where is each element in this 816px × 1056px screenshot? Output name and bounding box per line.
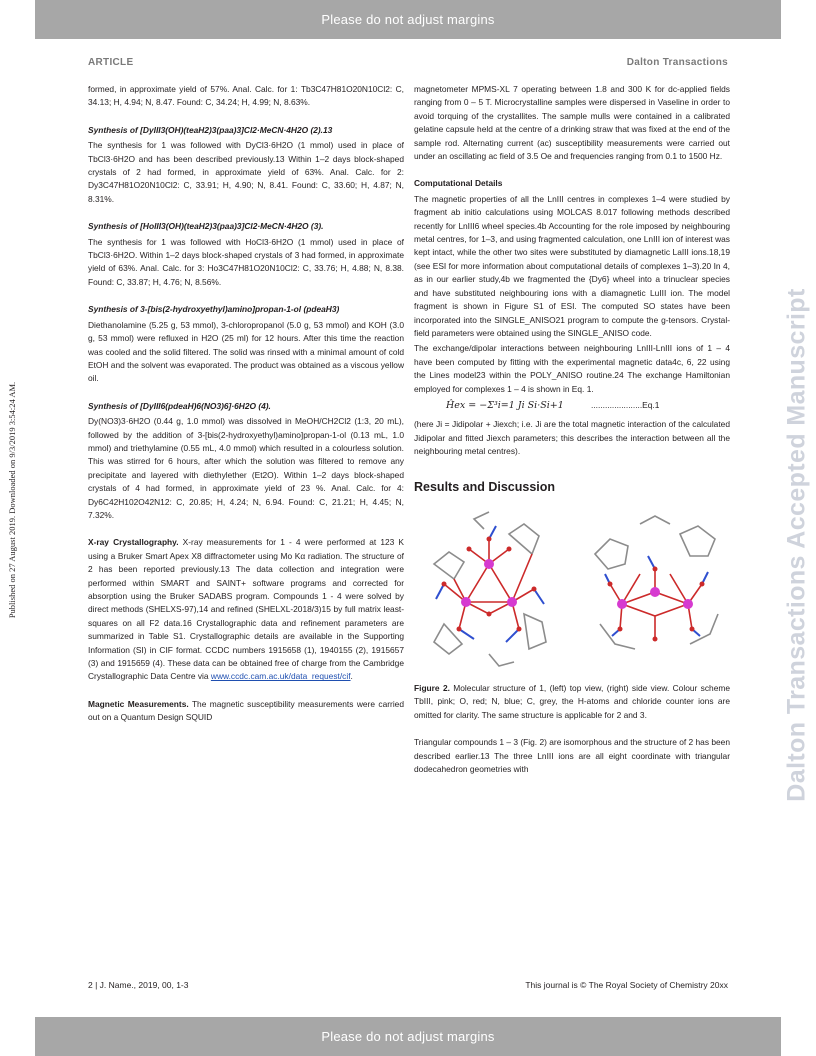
ccdc-link[interactable]: www.ccdc.cam.ac.uk/data_request/cif (210, 671, 351, 682)
left-column (88, 83, 404, 727)
accepted-manuscript-watermark (772, 220, 816, 870)
footer-copyright: This journal is © The Royal Society of Chemistry 20xx (525, 980, 728, 990)
figure-2-caption (414, 682, 730, 722)
figure-caption-text: Molecular structure of 1, (left) top view, (right) side view. Colour scheme TbIII, pink; O, red; N, blue; C, grey, the H-atoms and chloride counter ions are omitted for clarity. The same structure is applicable for 2 and 3. (414, 682, 730, 720)
heading-synthesis-pdeah3: Synthesis of 3-[bis(2-hydroxyethyl)amino]propan-1-ol (pdeaH3) (88, 304, 340, 315)
molecule-top-view (414, 504, 564, 674)
heading-computational: Computational Details (414, 178, 503, 189)
equation-1 (414, 399, 730, 412)
paragraph-results-1: Triangular compounds 1 – 3 (Fig. 2) are isomorphous and the structure of 2 has been described earlier.13 The three LnIII ions are all eight coordinate with triangular dodecahedron geometries with (414, 737, 730, 774)
publication-side-note (7, 300, 17, 700)
publication-note-text: Published on 27 August 2019. Downloaded on 9/3/2019 3:54:24 AM. (7, 381, 17, 619)
figure-caption-label: Figure 2. (414, 682, 450, 693)
paragraph-yield-1: formed, in approximate yield of 57%. Anal. Calc. for 1: Tb3C47H81O20N10Cl2: C, 34.13; H, 4.94; N, 8.47. Found: C, 34.24; H, 4.99; N, 8.63%. (88, 84, 404, 108)
article-label: ARTICLE (88, 57, 134, 68)
molecule-side-view (580, 504, 730, 674)
paragraph-synthesis-3: The synthesis for 1 was followed with HoCl3·6H2O (1 mmol) used in place of TbCl3·6H2O. Within 1–2 days block-shaped crystals of 3 had formed, in approximate yield of 63%. Anal. Calc. for 3: Ho3C47H81O20N10Cl2: C, 33.76; H, 4.88; N, 8.38. Found: C, 33.87; H, 4.76; N, 8.56%. (88, 236, 404, 287)
paragraph-synthesis-4: Dy(NO3)3·6H2O (0.44 g, 1.0 mmol) was dissolved in MeOH/CH2Cl2 (1:3, 20 mL), followed by the addition of 3-[bis(2-hydroxyethyl)amino]propan-1-ol (0.13 mL, 1.0 mmol) and triethylamine (0.55 mL, 4.0 mmol) which resulted in a colourless solution. This was stirred for 6 hours, after which the solution was filtered to remove any precipitate and layered with diethylether (Et2O). Within 1–2 days block-shaped crystals of 4 had formed, in approximate yield of 23 %. Anal. Calc. for 4: Dy6C42H102O42N12: C, 20.85; H, 4.24; N, 6.94. Found: C, 21.21; H, 4.45; N, 7.32%. (88, 416, 404, 520)
xray-text: X-ray measurements for 1 - 4 were performed at 123 K using a Bruker Smart Apex X8 diffractometer using Mo Kα radiation. The structure of 2 has been reported previously.13 The data collection and integration were performed within SMART and SAINT+ software programs and corrected for absorption using the Bruker SADABS program. Compounds 1 - 4 were solved by direct methods (SHELXS-97),14 and refined (SHELXL-2018/3)15 by full matrix least-squares on all F2 data.16 Crystallographic data and refinement parameters are summarized in Table S1. Crystallographic details are available in the Supporting Information (SI) in CIF format. CCDC numbers 1915658 (1), 1940155 (2), 1915657 (3) and 1915659 (4). These data can be obtained free of charge from the Cambridge Crystallographic Data Centre via (88, 537, 404, 682)
paragraph-magnetometer: magnetometer MPMS-XL 7 operating between 1.8 and 300 K for dc-applied fields ranging from 0 – 5 T. Microcrystalline samples were dispersed in Vaseline in order to avoid torquing of the crystallites. The sample mulls were contained in a calibrated gelatine capsule held at the centre of a drinking straw that was fixed at the end of the sample rod. Alternating current (ac) susceptibility measurements were carried out under an oscillating ac field of 3.5 Oe and frequencies ranging from 0.1 to 1500 Hz. (414, 84, 730, 162)
bottom-margin-banner: Please do not adjust margins (35, 1017, 781, 1056)
right-column (414, 83, 730, 778)
top-margin-banner: Please do not adjust margins (35, 0, 781, 39)
page-footer (88, 980, 728, 990)
equation-text: Ĥex = −Σ³i=1 Ji Si·Si+1 (446, 399, 564, 411)
paragraph-computational-1: The magnetic properties of all the LnIII centres in complexes 1–4 were studied by fragment ab initio calculations using MOLCAS 8.017 following methods described recently for LnIII6 wheel species.4b Accounting for the role imposed by neighbouring metal centres, for 1–3, and using fragmented calculation, one LnIII ion of interest was kept intact, while the other two sites were substituted by diamagnetic LaIII ions.18,19 (see ESI for more information about computational details of complexes 1–3).20 In 4, as in our earlier study,4b we fragmented the {Dy6} wheel into a trinuclear species and have substituted neighbouring ions with a diamagnetic LuIII ion. The model fragment is shown in Figure S1 of ESI. The computed SO states have been incorporated into the SINGLE_ANISO21 program to compute the g-tensors. Crystal-field parameters were obtained using the SINGLE_ANISO code. (414, 193, 730, 338)
footer-citation: 2 | J. Name., 2019, 00, 1-3 (88, 980, 189, 990)
paragraph-magnetic (88, 698, 404, 725)
running-header (88, 57, 728, 68)
figure-2 (414, 504, 730, 674)
watermark-text: Dalton Transactions Accepted Manuscript (782, 288, 811, 802)
paragraph-xray (88, 536, 404, 683)
xray-lead: X-ray Crystallography. (88, 537, 179, 548)
heading-synthesis-3: Synthesis of [HoIII3(OH)(teaH2)3(paa)3]Cl2·MeCN·4H2O (3). (88, 221, 324, 232)
paragraph-computational-3: (here Ji = Jidipolar + Jiexch; i.e. Ji are the total magnetic interaction of the calculated Jidipolar and fitted Jiexch parameters; this describes the interaction between all the neighbouring metal centres). (414, 419, 730, 457)
journal-name: Dalton Transactions (626, 57, 728, 68)
magnetic-text: The magnetic susceptibility measurements were carried out on a Quantum Design SQUID (88, 698, 404, 723)
equation-label: ......................Eq.1 (590, 399, 660, 410)
xray-tail: . (350, 671, 353, 682)
paragraph-synthesis-2: The synthesis for 1 was followed with DyCl3·6H2O (1 mmol) used in place of TbCl3·6H2O and has been described previously.13 Within 1–2 days block-shaped crystals of 2 had formed, in approximate yield of 63%. Anal. Calc. for 2: Dy3C47H81O20N10Cl2: C, 33.91; H, 4.90; N, 8.41. Found: C, 33.60; H, 4.87; N, 8.31%. (88, 140, 404, 204)
magnetic-lead: Magnetic Measurements. (88, 698, 189, 709)
heading-results: Results and Discussion (414, 479, 556, 494)
heading-synthesis-4: Synthesis of [DyIII6(pdeaH)6(NO3)6]·6H2O (4). (88, 400, 271, 411)
paragraph-synthesis-pdeah3: Diethanolamine (5.25 g, 53 mmol), 3-chloropropanol (5.0 g, 53 mmol) and KOH (3.0 g, 53 mmol) were refluxed in H2O (25 ml) for 12 hours. After this time the reaction was cooled and the solid filtered. The solid was rinsed with a minimal amount of cold EtOH and the solvent was evaporated. The product was obtained as a viscous yellow oil. (88, 319, 404, 384)
heading-synthesis-2: Synthesis of [DyIII3(OH)(teaH2)3(paa)3]Cl2·MeCN·4H2O (2).13 (88, 124, 333, 135)
paragraph-computational-2: The exchange/dipolar interactions between neighbouring LnIII-LnIII ions of 1 – 4 have been computed by fitting with the experimental magnetic data4c, 6, 22 using the Lines model23 within the POLY_ANISO routine.24 The exchange Hamiltonian employed for complexes 1 – 4 is shown in Eq. 1. (414, 343, 730, 394)
